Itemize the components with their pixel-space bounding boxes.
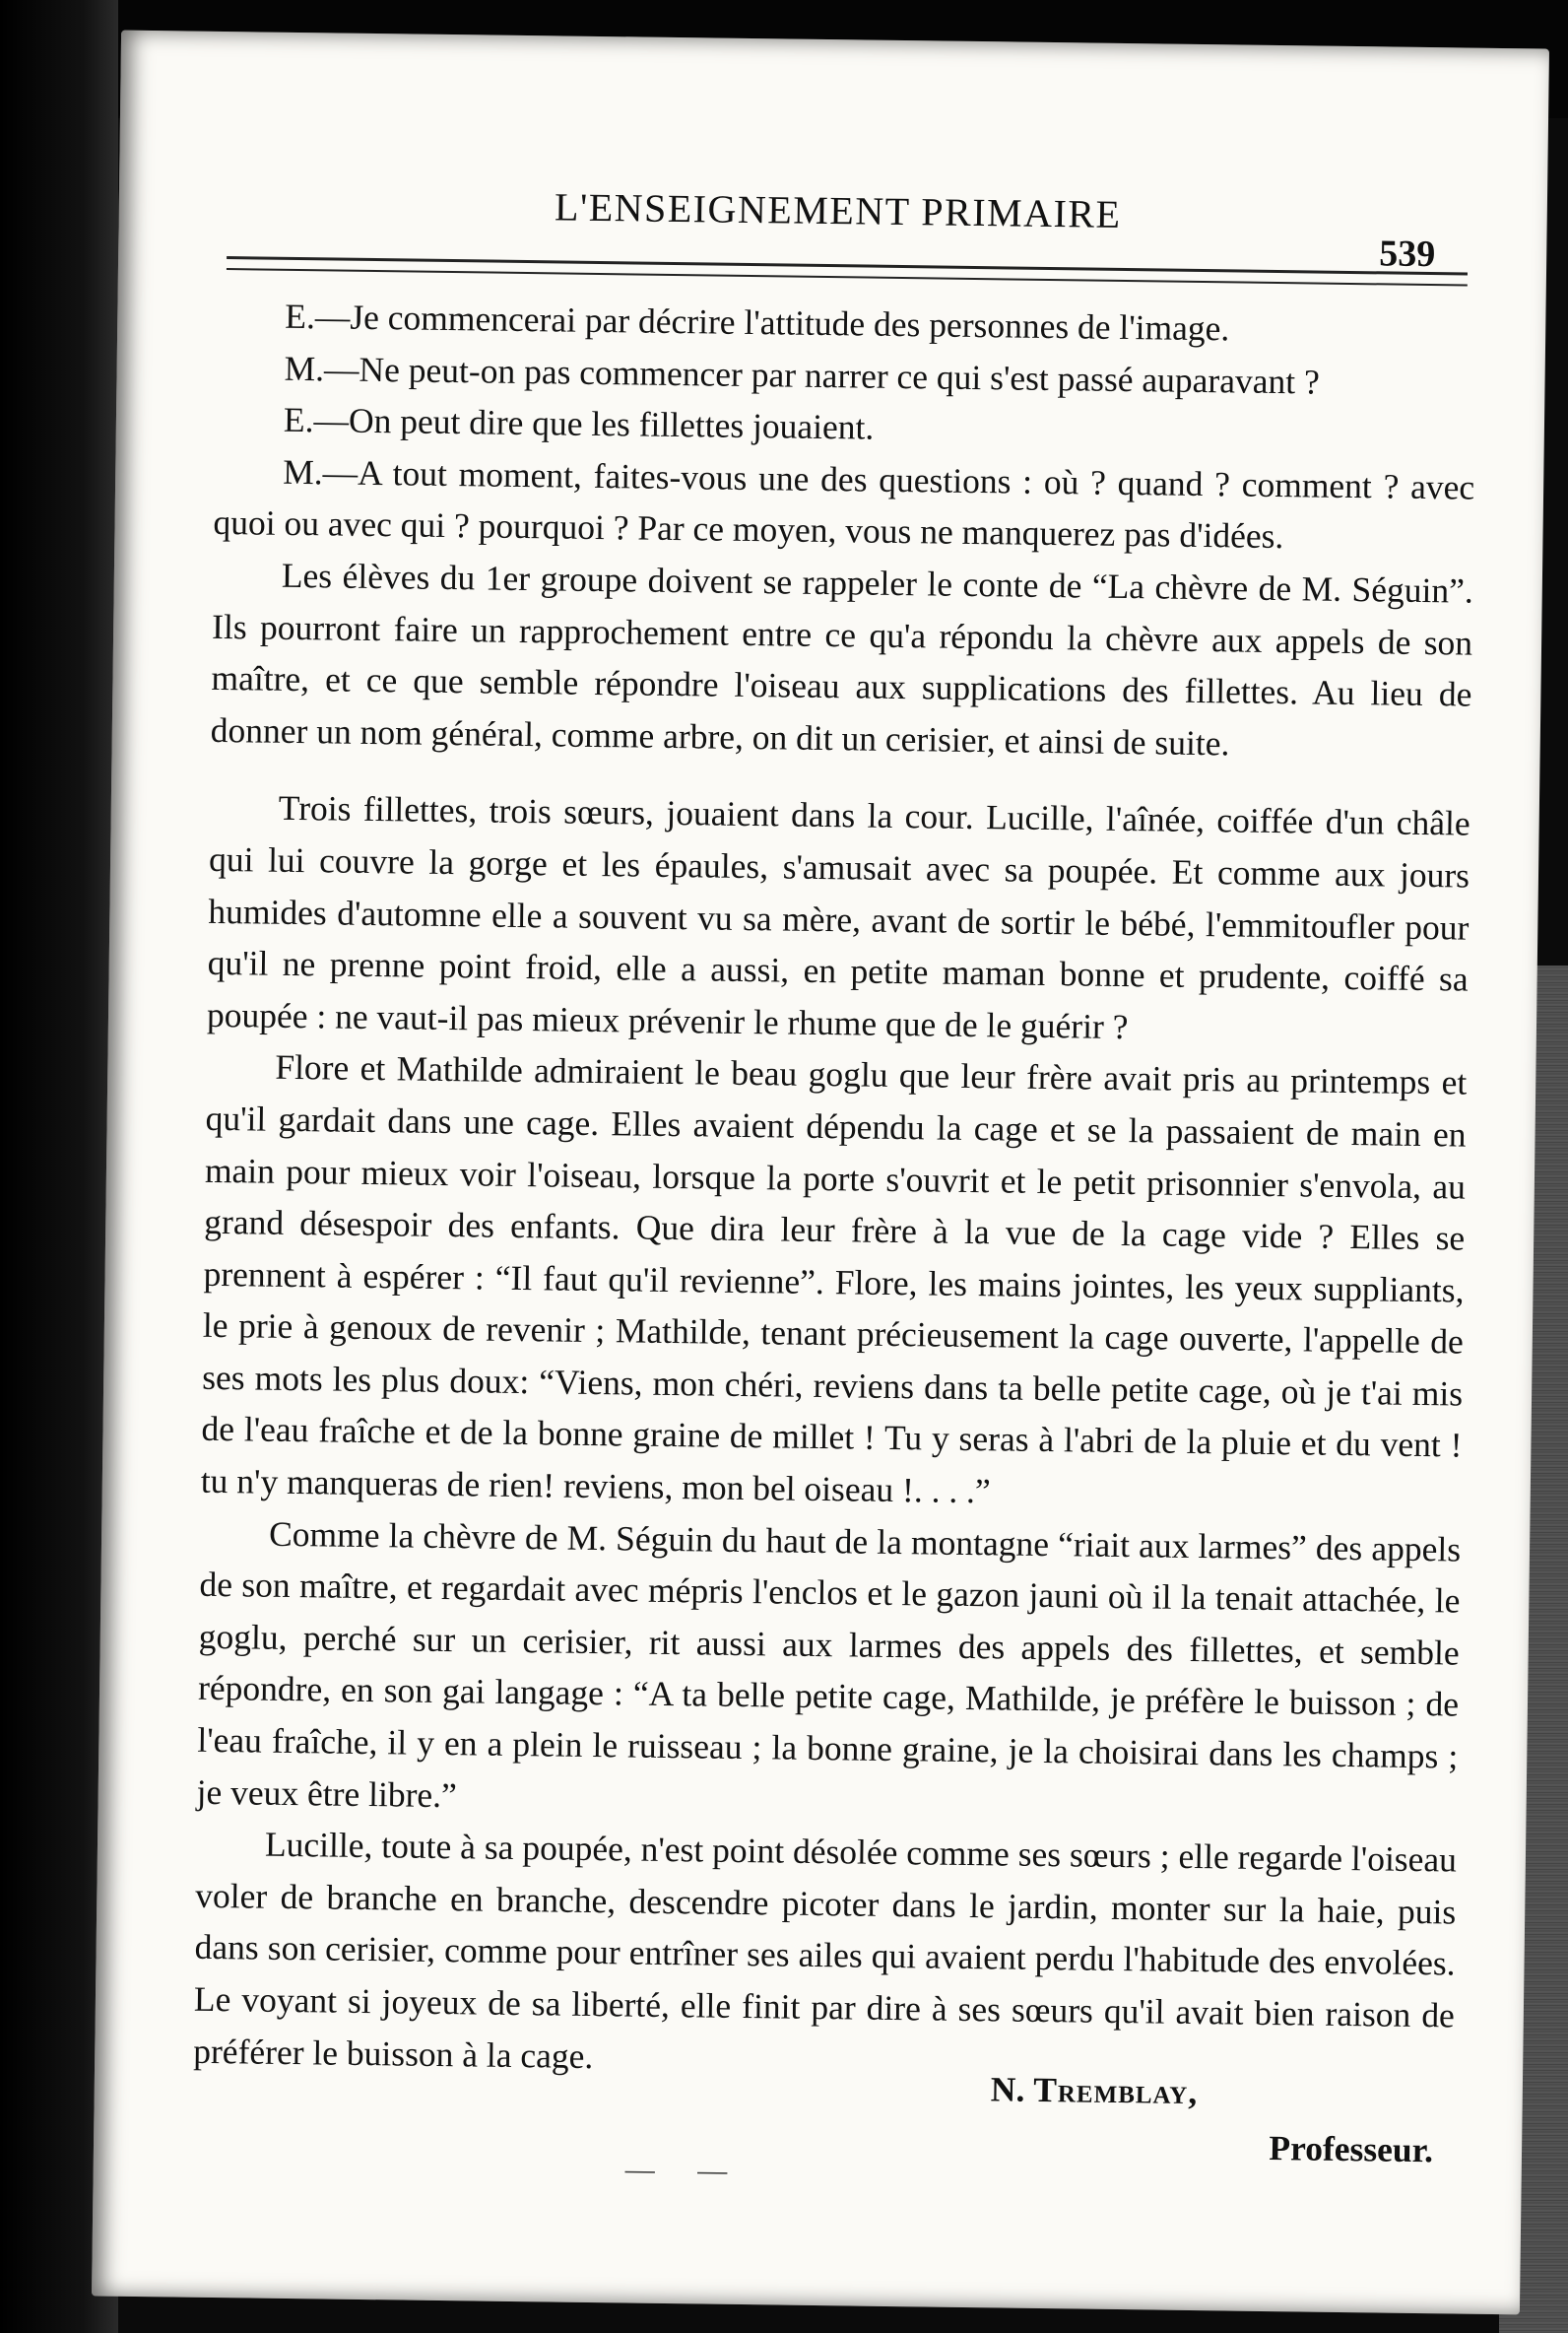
signature-block bbox=[960, 2061, 1434, 2177]
story-paragraph: Trois fillettes, trois sœurs, jouaient dans la cour. Lucille, l'aînée, coiffée d'un châle qui lui couvre la gorge et les épaules, s'amusait avec sa poupée. Et comme aux jours humides d'automne elle a souvent vu sa mère, avant de sortir le bébé, l'emmitoufler pour qu'il ne prenne point froid, elle a aussi, en petite maman bonne et prudente, coiffé sa poupée : ne vaut-il pas mieux prévenir le rhume que de le guérir ? bbox=[206, 788, 1470, 1046]
body-text bbox=[193, 290, 1477, 2094]
author-surname: Tremblay, bbox=[1032, 2069, 1199, 2112]
author-title: Professeur. bbox=[1269, 2128, 1434, 2170]
book-page bbox=[92, 31, 1549, 2315]
dialogue-line: M.—A tout moment, faites-vous une des questions : où ? quand ? comment ? avec quoi ou avec qui ? pourquoi ? Par ce moyen, vous ne manquerez pas d'idées. bbox=[213, 451, 1475, 557]
running-title: L'ENSEIGNEMENT PRIMAIRE bbox=[554, 184, 1122, 236]
end-mark: — — bbox=[624, 2153, 746, 2188]
author-initial: N. bbox=[990, 2069, 1025, 2109]
dialogue-line: M.—Ne peut-on pas commencer par narrer ce qui s'est passé auparavant ? bbox=[284, 348, 1321, 402]
story-paragraph: Lucille, toute à sa poupée, n'est point désolée comme ses sœurs ; elle regarde l'oiseau voler de branche en branche, descendre picoter dans le jardin, monter sur la haie, puis dans son cerisier, comme pour entrîner ses ailes qui avaient perdu l'habitude des envolées. Le voyant si joyeux de sa liberté, elle finit par dire à ses sœurs qu'il avait bien raison de préférer le buisson à la cage. bbox=[193, 1824, 1458, 2076]
page-number: 539 bbox=[1378, 233, 1436, 276]
story-paragraph: Comme la chèvre de M. Séguin du haut de la montagne “riait aux larmes” des appels de son maître, et regardait avec mépris l'enclos et le gazon jauni où il la tenait attachée, le goglu, perché sur un cerisier, rit aussi aux larmes des appels des fillettes, et semble répondre, en son gai langage : “A ta belle petite cage, Mathilde, je préfère le buisson ; de l'eau fraîche, il y en a plein le ruisseau ; la bonne graine, je la choisirai dans les champs ; je veux être libre.” bbox=[196, 1513, 1462, 1815]
header-rule bbox=[227, 256, 1468, 275]
dialogue-line: E.—Je commencerai par décrire l'attitude des personnes de l'image. bbox=[285, 296, 1230, 349]
story-paragraph: Flore et Mathilde admiraient le beau goglu que leur frère avait pris au printemps et qu'il gardait dans une cage. Elles avaient dépendu la cage et se la passaient de main en main pour mieux voir l'oiseau, lorsque la porte s'ouvrit et le petit prisonnier s'envola, au grand désespoir des enfants. Que dira leur frère à la vue de la cage vide ? Elles se prennent à espérer : “Il faut qu'il revienne”. Flore, les mains jointes, les yeux suppliants, le prie à genoux de revenir ; Mathilde, tenant précieusement la cage ouverte, l'appelle de ses mots les plus doux: “Viens, mon chéri, reviens dans ta belle petite cage, où je t'ai mis de l'eau fraîche et de la bonne graine de millet ! Tu y seras à l'abri de la pluie et du vent ! tu n'y manqueras de rien! reviens, mon bel oiseau !. . . .” bbox=[200, 1047, 1468, 1511]
author-name bbox=[960, 2061, 1434, 2122]
instruction-paragraph: Les élèves du 1er groupe doivent se rappeler le conte de “La chèvre de M. Séguin”. Ils pourront faire un rapprochement entre ce qu'a répondu la chèvre aux appels de son maître, et ce que semble répondre l'oiseau aux supplications des fillettes. Au lieu de donner un nom général, comme arbre, on dit un cerisier, et ainsi de suite. bbox=[210, 555, 1474, 764]
dialogue-line: E.—On peut dire que les fillettes jouaient. bbox=[283, 399, 875, 447]
